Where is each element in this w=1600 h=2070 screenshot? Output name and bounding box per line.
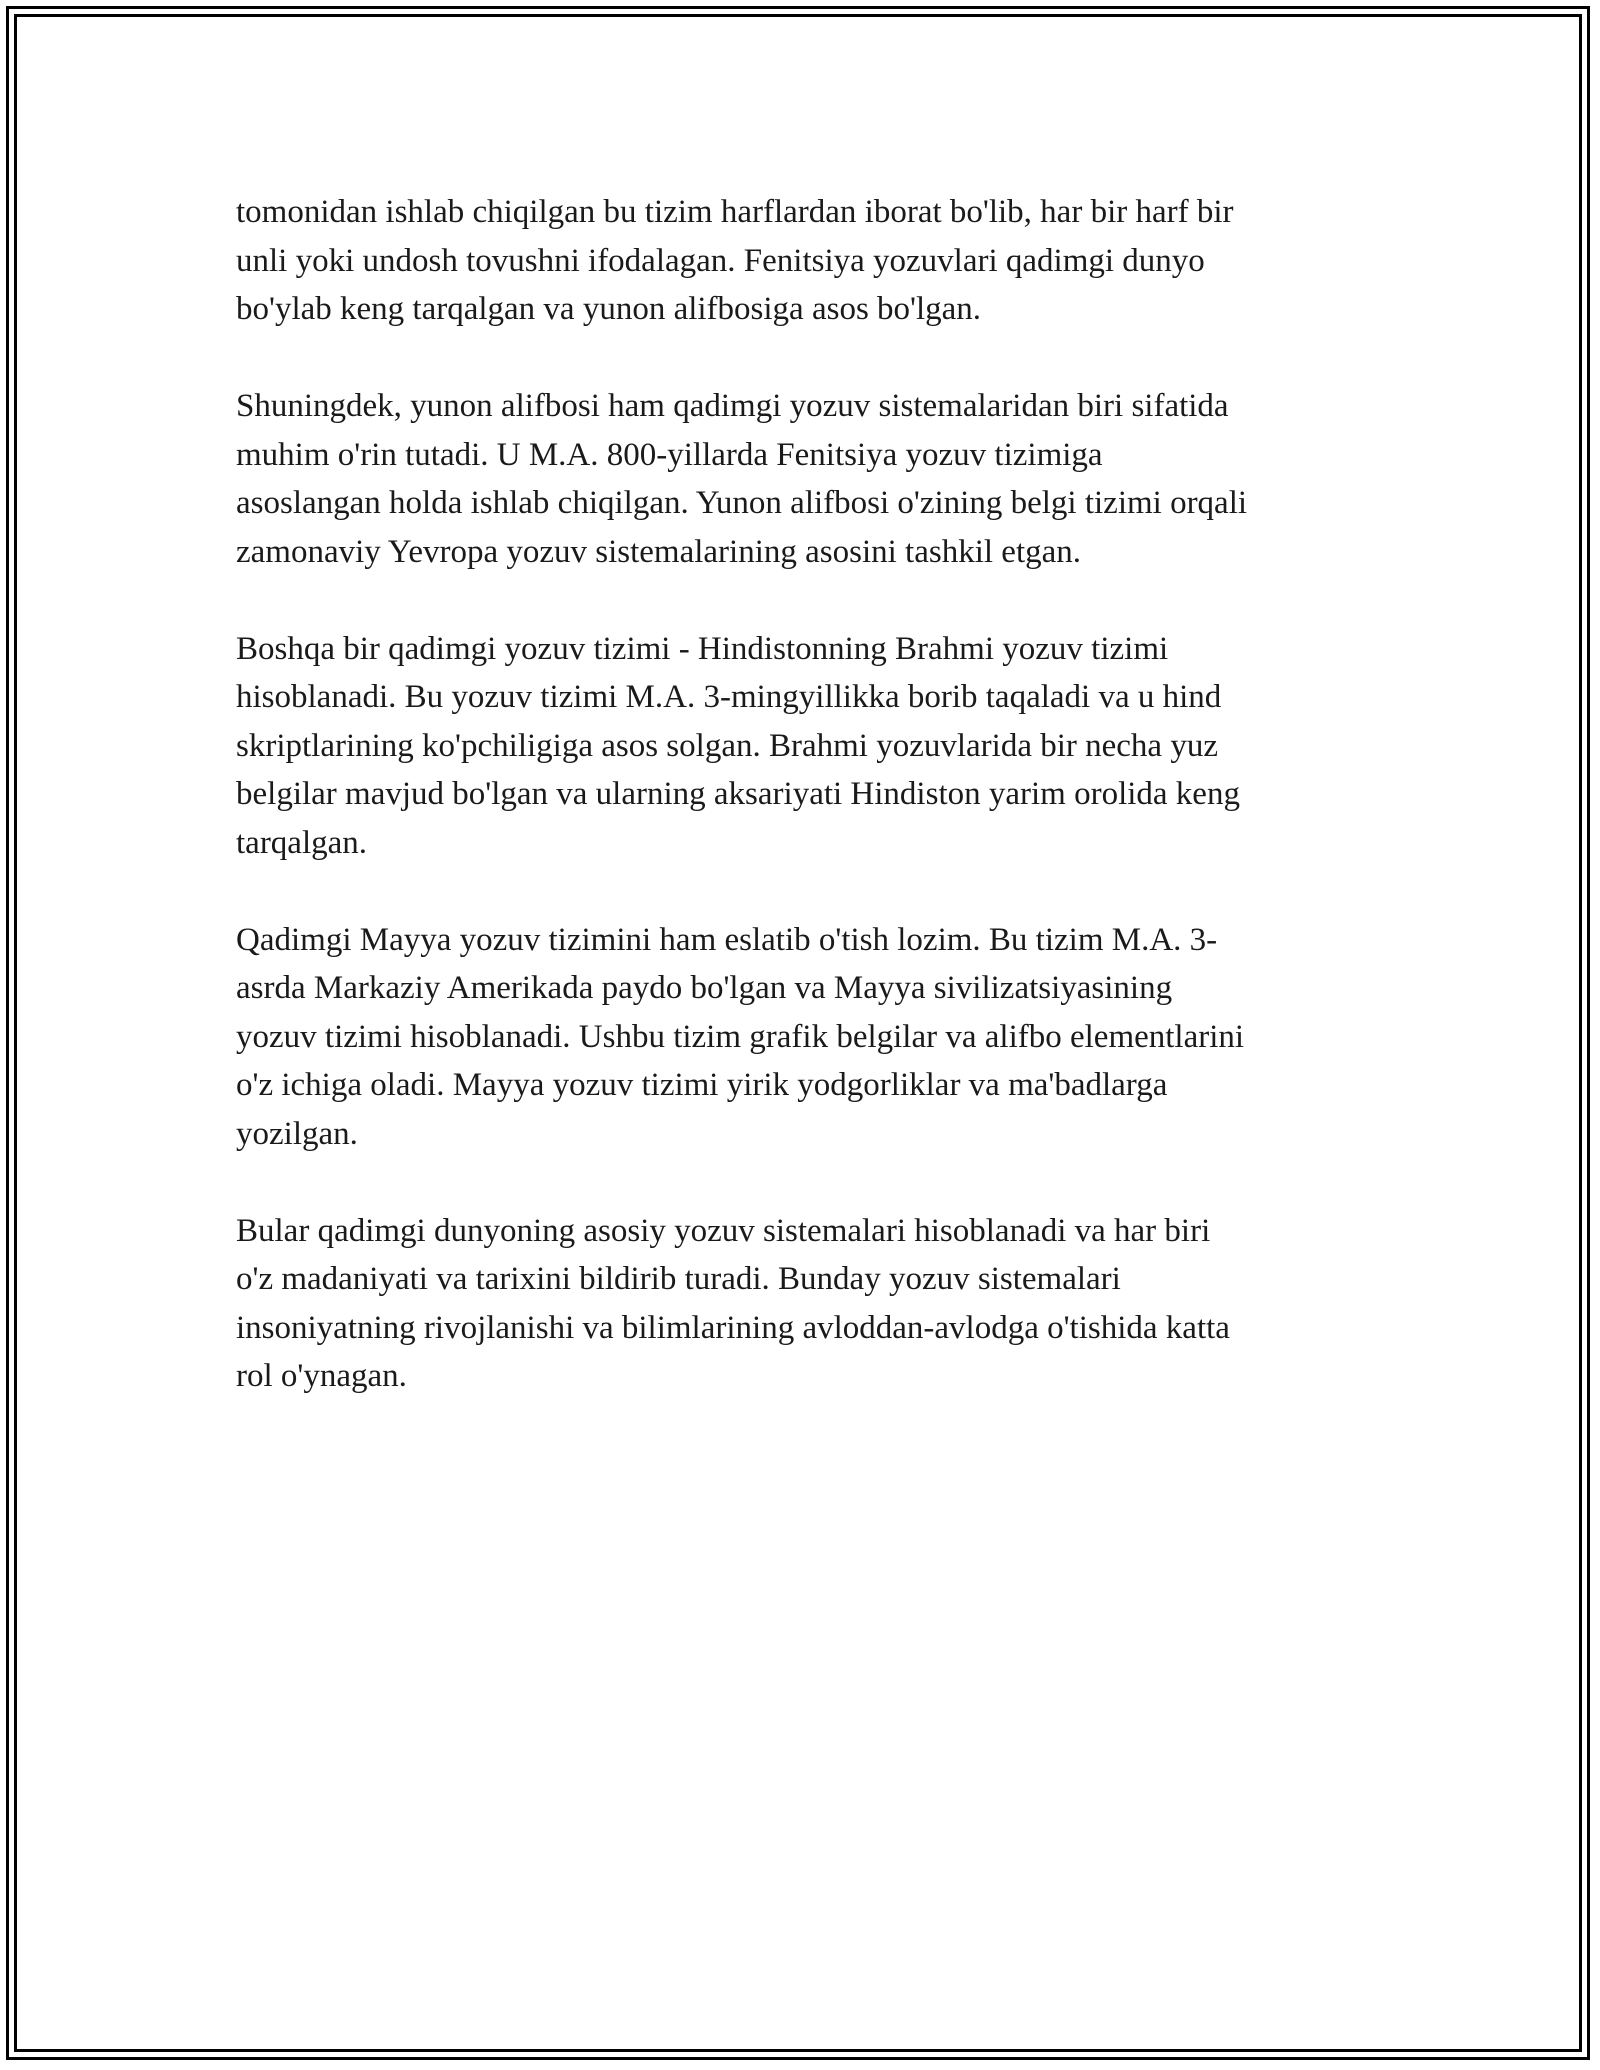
paragraph-brahmi: Boshqa bir qadimgi yozuv tizimi - Hindistonning Brahmi yozuv tizimi hisoblanadi. Bu yozuv tizimi M.A. 3-mingyillikka borib taqaladi va u hind skriptlarining ko'pchiligiga asos solgan. Brahmi yozuvlarida bir necha yuz belgilar mavjud bo'lgan va ularning aksariyati Hindiston yarim orolida keng tarqalgan. xyxy=(236,630,1240,861)
document-body xyxy=(236,188,1386,1449)
paragraph-phoenician: tomonidan ishlab chiqilgan bu tizim harflardan iborat bo'lib, har bir harf bir unli yoki undosh tovushni ifodalagan. Fenitsiya yozuvlari qadimgi dunyo bo'ylab keng tarqalgan va yunon alifbosiga asos bo'lgan. xyxy=(236,194,1234,327)
paragraph-conclusion: Bular qadimgi dunyoning asosiy yozuv sistemalari hisoblanadi va har biri o'z madaniyati va tarixini bildirib turadi. Bunday yozuv sistemalari insoniyatning rivojlanishi va bilimlarining avloddan-avlodga o'tishida katta rol o'ynagan. xyxy=(236,1212,1230,1394)
paragraph-greek: Shuningdek, yunon alifbosi ham qadimgi yozuv sistemalaridan biri sifatida muhim o'rin tutadi. U M.A. 800-yillarda Fenitsiya yozuv tizimiga asoslangan holda ishlab chiqilgan. Yunon alifbosi o'zining belgi tizimi orqali zamonaviy Yevropa yozuv sistemalarining asosini tashkil etgan. xyxy=(236,388,1248,570)
paragraph-maya: Qadimgi Mayya yozuv tizimini ham eslatib o'tish lozim. Bu tizim M.A. 3- asrda Markaziy Amerikada paydo bo'lgan va Mayya sivilizatsiyasining yozuv tizimi hisoblanadi. Ushbu tizim grafik belgilar va alifbo elementlarini o'z ichiga oladi. Mayya yozuv tizimi yirik yodgorliklar va ma'badlarga yozilgan. xyxy=(236,921,1245,1152)
